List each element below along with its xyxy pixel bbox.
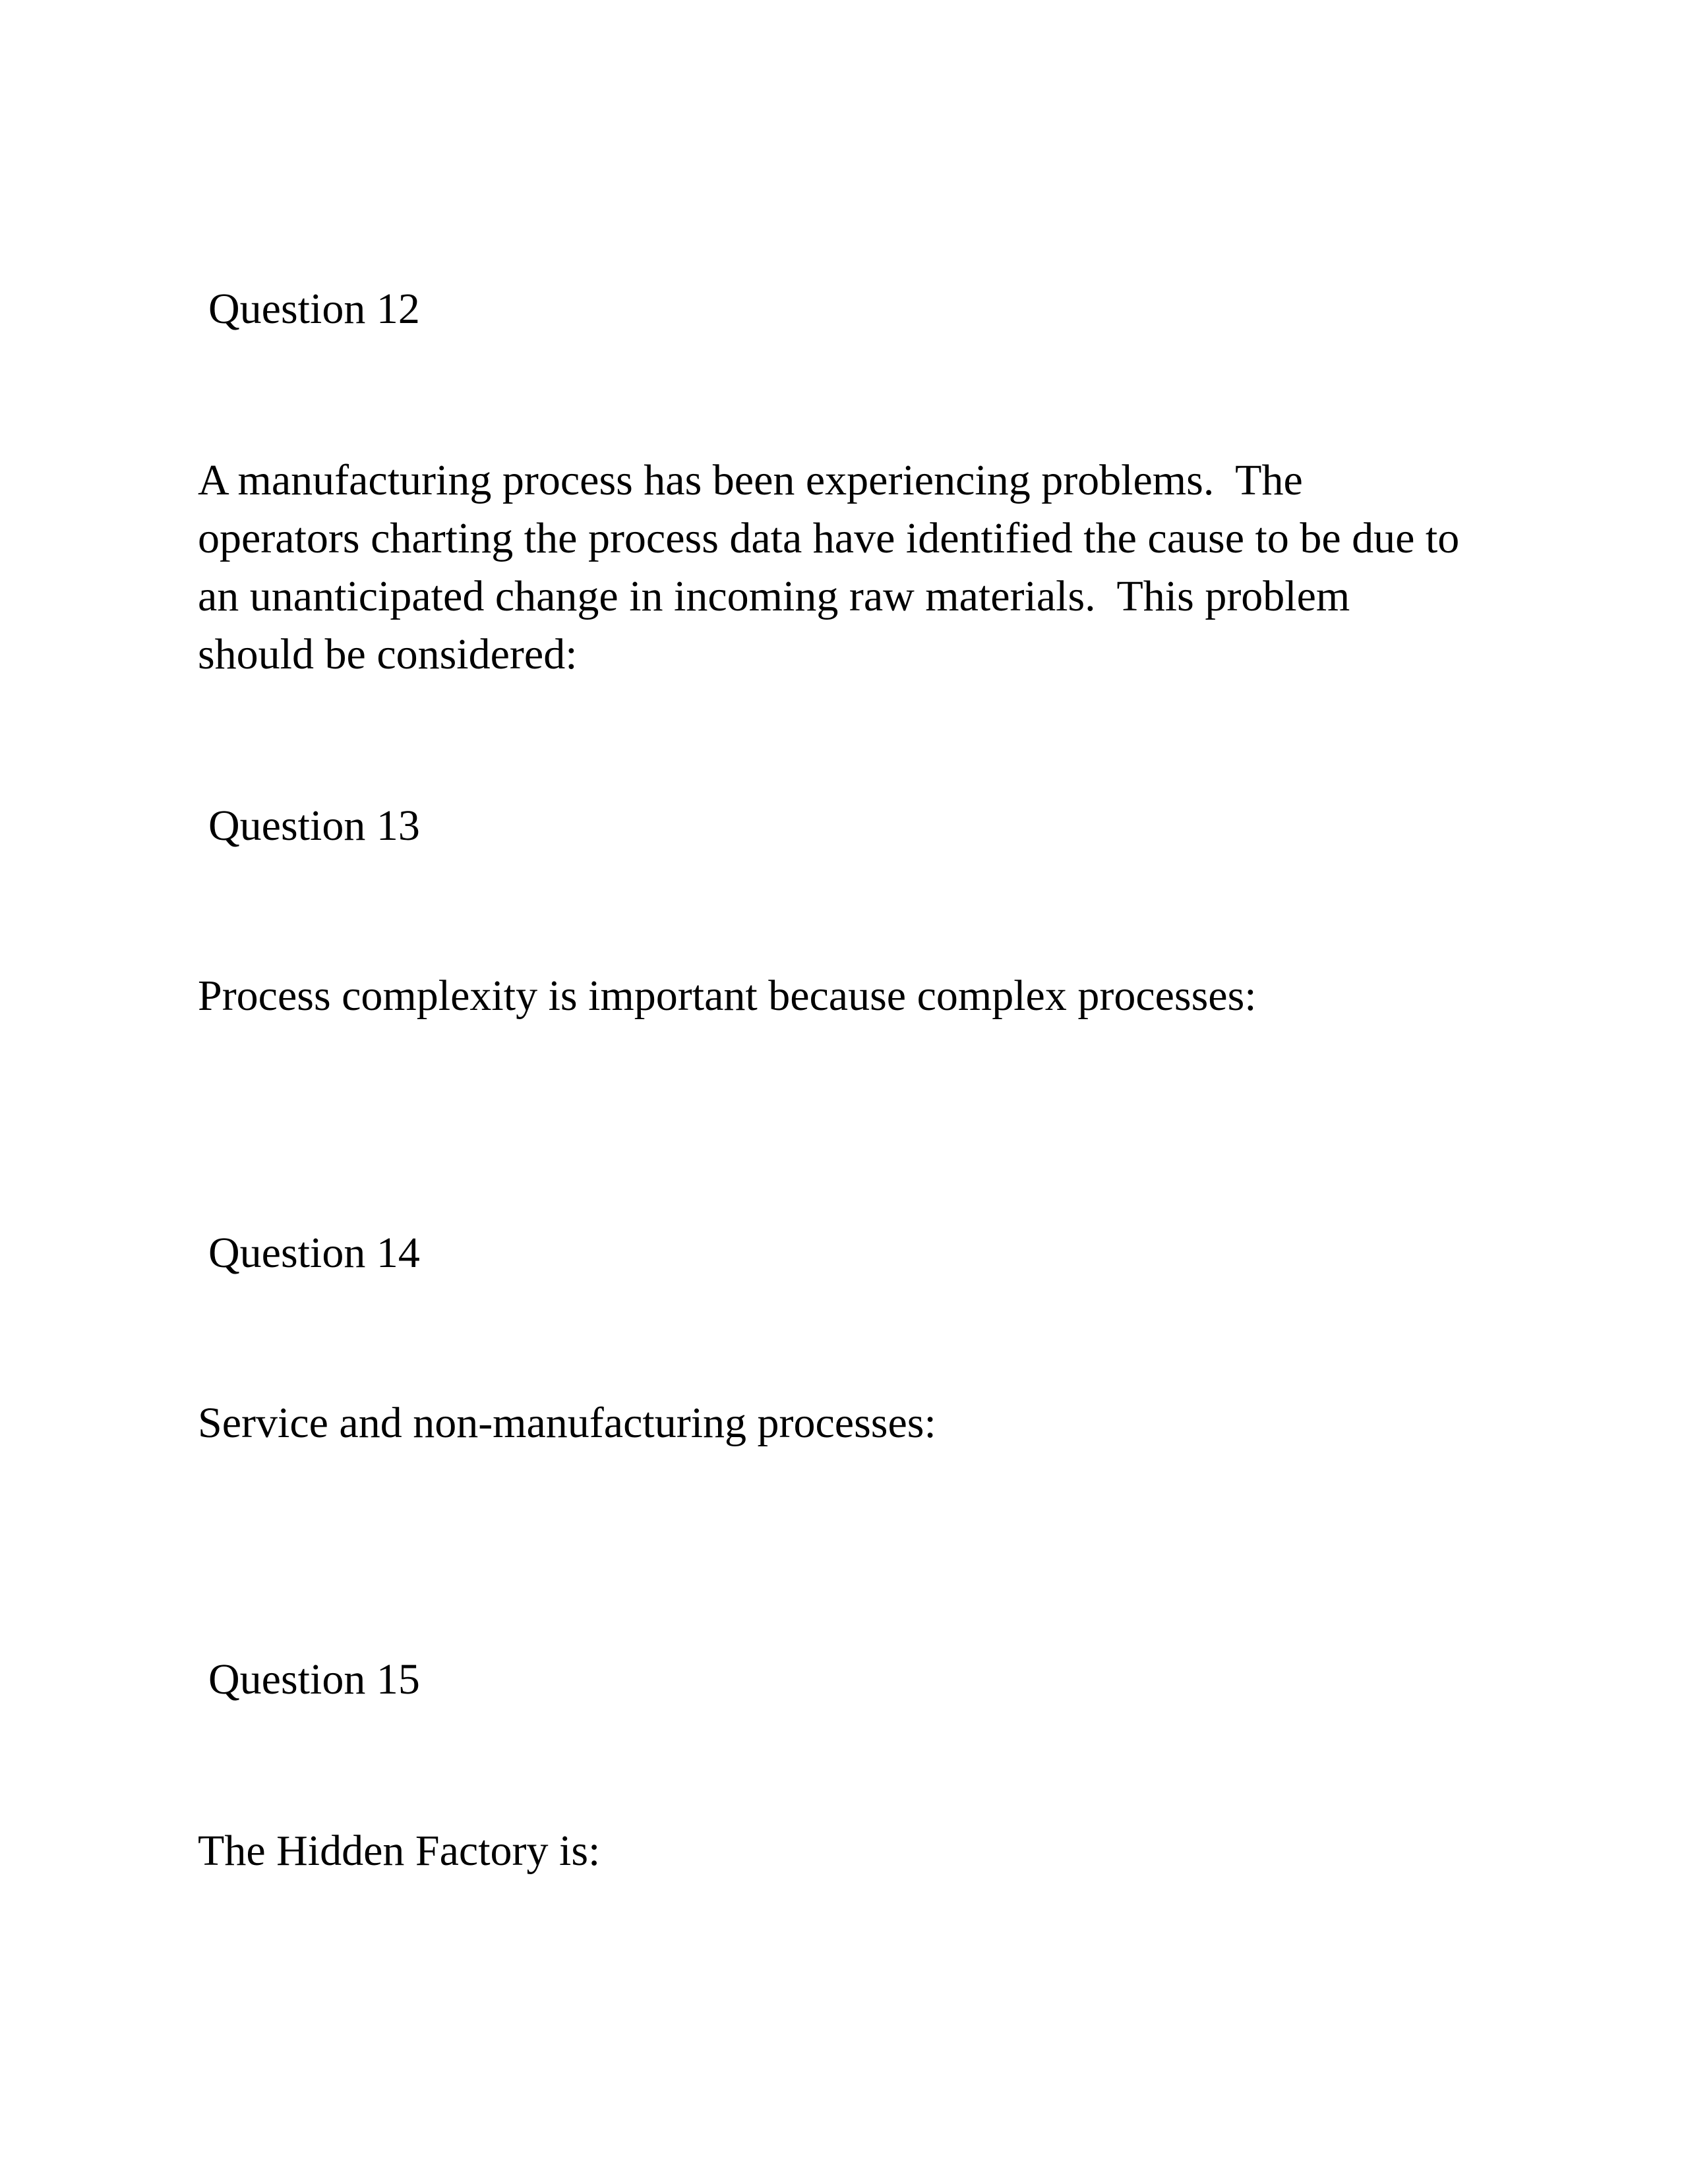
- question-14-line-1: Service and non-manufacturing processes:: [198, 1399, 936, 1447]
- question-13-heading: Question 13: [208, 802, 420, 850]
- question-13-text: [198, 967, 1517, 1025]
- question-15-text: [198, 1822, 1517, 1880]
- question-14-heading: Question 14: [208, 1229, 420, 1277]
- question-12-line-1: A manufacturing process has been experiencing problems. The: [198, 456, 1303, 504]
- question-15-heading: Question 15: [208, 1655, 420, 1703]
- question-14-text: [198, 1394, 1517, 1452]
- question-15-line-1: The Hidden Factory is:: [198, 1827, 601, 1875]
- question-12-line-3: an unanticipated change in incoming raw materials. This problem: [198, 572, 1350, 620]
- question-12-heading: Question 12: [208, 285, 420, 333]
- question-13-line-1: Process complexity is important because complex processes:: [198, 972, 1257, 1020]
- question-12-text: [198, 452, 1517, 684]
- question-12-line-2: operators charting the process data have identified the cause to be due to: [198, 514, 1460, 562]
- question-12-line-4: should be considered:: [198, 630, 578, 678]
